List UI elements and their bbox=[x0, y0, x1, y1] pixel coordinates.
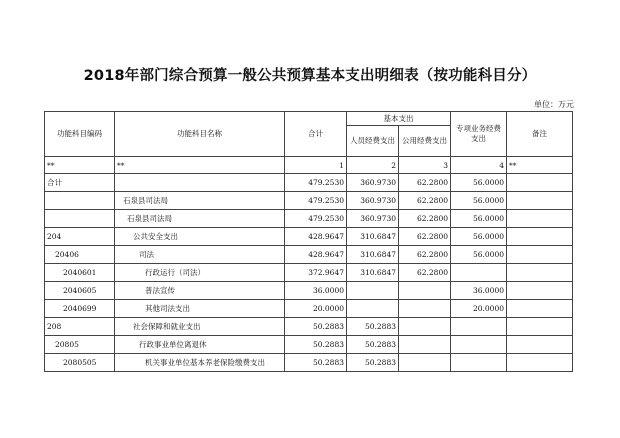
code-cell: 20406 bbox=[45, 246, 115, 264]
remarks-cell bbox=[507, 174, 573, 192]
name-cell bbox=[115, 174, 285, 192]
table-row bbox=[45, 318, 573, 336]
name-cell: 机关事业单位基本养老保险缴费支出 bbox=[115, 354, 285, 372]
code-cell bbox=[45, 210, 115, 228]
index-cell: ** bbox=[115, 157, 285, 174]
special-cell: 36.0000 bbox=[451, 282, 507, 300]
table-row bbox=[45, 354, 573, 372]
header-code: 功能科目编码 bbox=[45, 112, 115, 157]
index-cell: ** bbox=[45, 157, 115, 174]
public-cell: 62.2800 bbox=[399, 228, 451, 246]
total-cell: 428.9647 bbox=[285, 228, 347, 246]
total-cell: 50.2883 bbox=[285, 336, 347, 354]
special-cell: 56.0000 bbox=[451, 210, 507, 228]
personnel-cell: 360.9730 bbox=[347, 192, 399, 210]
name-cell: 公共安全支出 bbox=[115, 228, 285, 246]
unit-label: 单位：万元 bbox=[534, 100, 574, 109]
header-public: 公用经费支出 bbox=[399, 126, 451, 157]
name-cell: 石泉县司法局 bbox=[115, 210, 285, 228]
remarks-cell bbox=[507, 336, 573, 354]
table-row bbox=[45, 300, 573, 318]
public-cell: 62.2800 bbox=[399, 246, 451, 264]
name-cell: 石泉县司法局 bbox=[115, 192, 285, 210]
index-cell: 3 bbox=[399, 157, 451, 174]
public-cell bbox=[399, 300, 451, 318]
index-cell: 4 bbox=[451, 157, 507, 174]
remarks-cell bbox=[507, 192, 573, 210]
special-cell: 56.0000 bbox=[451, 192, 507, 210]
total-cell: 428.9647 bbox=[285, 246, 347, 264]
personnel-cell bbox=[347, 282, 399, 300]
code-cell: 2040699 bbox=[45, 300, 115, 318]
personnel-cell: 310.6847 bbox=[347, 264, 399, 282]
total-cell: 479.2530 bbox=[285, 174, 347, 192]
special-cell: 20.0000 bbox=[451, 300, 507, 318]
index-cell: ** bbox=[507, 157, 573, 174]
special-cell bbox=[451, 354, 507, 372]
total-cell: 50.2883 bbox=[285, 318, 347, 336]
public-cell bbox=[399, 354, 451, 372]
header-special: 专项业务经费支出 bbox=[451, 112, 507, 157]
header-total: 合计 bbox=[285, 112, 347, 157]
total-cell: 372.9647 bbox=[285, 264, 347, 282]
public-cell: 62.2800 bbox=[399, 192, 451, 210]
expenditure-table bbox=[44, 111, 573, 372]
personnel-cell: 310.6847 bbox=[347, 228, 399, 246]
special-cell bbox=[451, 264, 507, 282]
remarks-cell bbox=[507, 264, 573, 282]
index-cell: 2 bbox=[347, 157, 399, 174]
remarks-cell bbox=[507, 318, 573, 336]
special-cell: 56.0000 bbox=[451, 174, 507, 192]
public-cell bbox=[399, 318, 451, 336]
code-cell: 2080505 bbox=[45, 354, 115, 372]
remarks-cell bbox=[507, 300, 573, 318]
code-cell: 208 bbox=[45, 318, 115, 336]
page-title: 2018年部门综合预算一般公共预算基本支出明细表（按功能科目分） bbox=[83, 68, 537, 84]
code-cell: 2040601 bbox=[45, 264, 115, 282]
total-cell: 20.0000 bbox=[285, 300, 347, 318]
public-cell: 62.2800 bbox=[399, 264, 451, 282]
table-row bbox=[45, 264, 573, 282]
name-cell: 行政事业单位离退休 bbox=[115, 336, 285, 354]
table-row bbox=[45, 174, 573, 192]
personnel-cell: 50.2883 bbox=[347, 336, 399, 354]
table-row bbox=[45, 192, 573, 210]
special-cell bbox=[451, 318, 507, 336]
header-basic: 基本支出 bbox=[347, 112, 451, 126]
header-name: 功能科目名称 bbox=[115, 112, 285, 157]
public-cell bbox=[399, 336, 451, 354]
header-personnel: 人员经费支出 bbox=[347, 126, 399, 157]
name-cell: 社会保障和就业支出 bbox=[115, 318, 285, 336]
public-cell bbox=[399, 282, 451, 300]
table-row bbox=[45, 228, 573, 246]
special-cell: 56.0000 bbox=[451, 246, 507, 264]
personnel-cell: 360.9730 bbox=[347, 210, 399, 228]
remarks-cell bbox=[507, 210, 573, 228]
code-cell: 2040605 bbox=[45, 282, 115, 300]
table-row bbox=[45, 282, 573, 300]
name-cell: 行政运行（司法） bbox=[115, 264, 285, 282]
personnel-cell bbox=[347, 300, 399, 318]
public-cell: 62.2800 bbox=[399, 210, 451, 228]
remarks-cell bbox=[507, 246, 573, 264]
code-cell: 20805 bbox=[45, 336, 115, 354]
name-cell: 司法 bbox=[115, 246, 285, 264]
remarks-cell bbox=[507, 354, 573, 372]
special-cell: 56.0000 bbox=[451, 228, 507, 246]
total-cell: 36.0000 bbox=[285, 282, 347, 300]
name-cell: 普法宣传 bbox=[115, 282, 285, 300]
remarks-cell bbox=[507, 282, 573, 300]
special-cell bbox=[451, 336, 507, 354]
personnel-cell: 50.2883 bbox=[347, 318, 399, 336]
name-cell: 其他司法支出 bbox=[115, 300, 285, 318]
table-row bbox=[45, 246, 573, 264]
personnel-cell: 50.2883 bbox=[347, 354, 399, 372]
personnel-cell: 310.6847 bbox=[347, 246, 399, 264]
public-cell: 62.2800 bbox=[399, 174, 451, 192]
personnel-cell: 360.9730 bbox=[347, 174, 399, 192]
total-cell: 479.2530 bbox=[285, 210, 347, 228]
code-cell bbox=[45, 192, 115, 210]
index-row bbox=[45, 157, 573, 174]
code-cell: 204 bbox=[45, 228, 115, 246]
table-body bbox=[45, 157, 573, 372]
code-cell: 合计 bbox=[45, 174, 115, 192]
table-row bbox=[45, 210, 573, 228]
index-cell: 1 bbox=[285, 157, 347, 174]
total-cell: 479.2530 bbox=[285, 192, 347, 210]
total-cell: 50.2883 bbox=[285, 354, 347, 372]
header-remarks: 备注 bbox=[507, 112, 573, 157]
table-row bbox=[45, 336, 573, 354]
remarks-cell bbox=[507, 228, 573, 246]
